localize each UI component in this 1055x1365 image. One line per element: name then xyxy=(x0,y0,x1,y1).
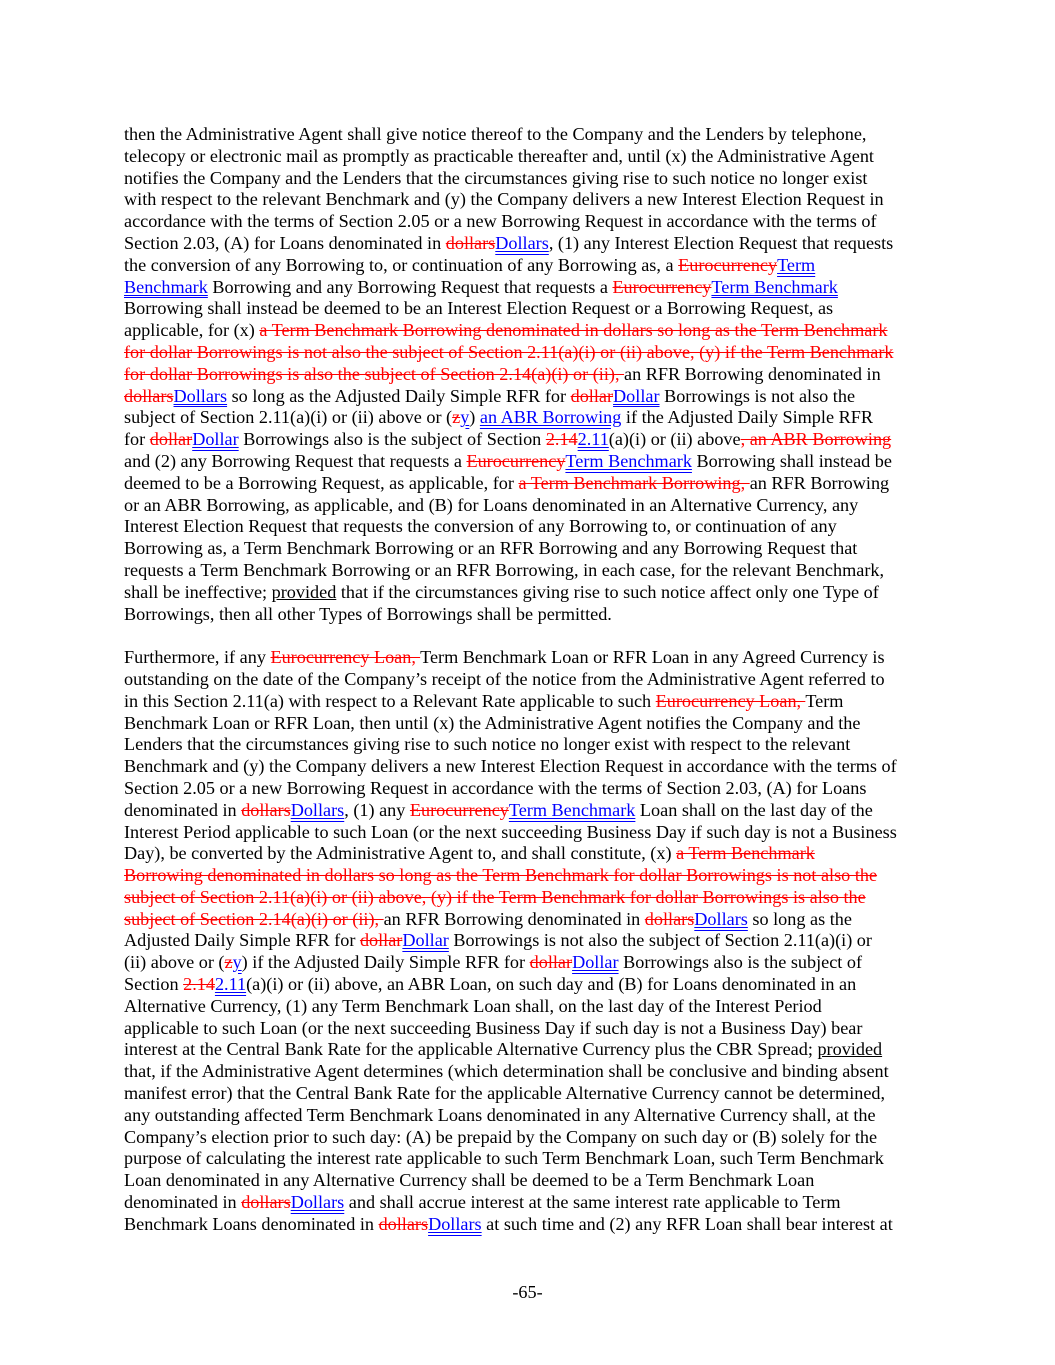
deleted-text: dollars xyxy=(241,1192,291,1213)
text-line xyxy=(124,146,944,168)
text-run: an RFR Borrowing denominated in xyxy=(383,908,645,929)
deleted-text: for dollar Borrowings is also the subject of Section 2.14(a)(i) or (ii), xyxy=(124,363,625,384)
text-run: Term Benchmark Loan or RFR Loan in any Agreed Currency is xyxy=(420,647,885,668)
deleted-text: subject of Section 2.14(a)(i) or (ii), xyxy=(124,908,384,929)
inserted-text: Dollar xyxy=(572,952,619,973)
text-run: Loan shall on the last day of the xyxy=(635,799,873,820)
text-line xyxy=(124,429,944,451)
deleted-text: dollars xyxy=(644,908,695,929)
inserted-text: Term Benchmark xyxy=(565,450,692,471)
text-run: Borrowings also is the subject of xyxy=(618,952,863,973)
text-run: (a)(i) or (ii) above xyxy=(608,429,741,450)
inserted-text: Dollar xyxy=(402,930,449,951)
text-line xyxy=(124,669,944,691)
paragraph xyxy=(124,647,944,1236)
text-line xyxy=(124,734,944,756)
text-run: if the Adjusted Daily Simple RFR xyxy=(621,407,873,428)
text-run: notifies the Company and the Lenders that the circumstances giving rise to such notice no longer exist xyxy=(124,167,868,188)
text-run: Furthermore, if any xyxy=(124,647,271,668)
page-number: -65- xyxy=(512,1282,543,1302)
text-line xyxy=(124,168,944,190)
text-run: shall be ineffective; xyxy=(124,581,272,602)
text-line xyxy=(124,1018,944,1040)
paragraph xyxy=(124,124,944,625)
text-run: Section 2.05 or a new Borrowing Request in accordance with the terms of Section 2.03, (A) for Loans xyxy=(124,777,867,798)
deleted-text: Eurocurrency xyxy=(466,450,566,471)
text-line xyxy=(124,124,944,146)
inserted-text: Dollars xyxy=(290,799,345,820)
inserted-text: Term xyxy=(777,254,816,275)
text-run: Borrowing shall instead be deemed to be an Interest Election Request or a Borrowing Request, as xyxy=(124,298,834,319)
text-line xyxy=(124,233,944,255)
text-run: Adjusted Daily Simple RFR for xyxy=(124,930,360,951)
deleted-text: Eurocurrency xyxy=(409,799,509,820)
text-line xyxy=(124,255,944,277)
deleted-text: subject of Section 2.11(a)(i) or (ii) above, (y) if the Term Benchmark for dollar Borrowings is also the xyxy=(124,886,866,907)
text-line xyxy=(124,1170,944,1192)
text-line xyxy=(124,996,944,1018)
text-run: at such time and (2) any RFR Loan shall bear interest at xyxy=(481,1213,893,1234)
text-line xyxy=(124,582,944,604)
text-run: Company’s election prior to such day: (A) be prepaid by the Company on such day or (B) solely for the xyxy=(124,1126,878,1147)
text-run: so long as the xyxy=(747,908,852,929)
text-line xyxy=(124,560,944,582)
deleted-text: a Term Benchmark Borrowing, xyxy=(518,472,750,493)
text-line xyxy=(124,211,944,233)
text-line xyxy=(124,386,944,408)
inserted-text: Dollars xyxy=(694,908,748,929)
text-run: and shall accrue interest at the same interest rate applicable to Term xyxy=(344,1192,841,1213)
text-line xyxy=(124,974,944,996)
deleted-text: Eurocurrency xyxy=(612,276,712,297)
text-run: Borrowing as, a Term Benchmark Borrowing or an RFR Borrowing and any Borrowing Request that xyxy=(124,538,858,559)
text-run: an RFR Borrowing denominated in xyxy=(624,363,881,384)
inserted-text: Dollars xyxy=(173,385,228,406)
text-run: interest at the Central Bank Rate for the applicable Alternative Currency plus the CBR Spread; xyxy=(124,1039,818,1060)
deleted-text: a Term Benchmark Borrowing denominated in dollars so long as the Term Benchmark xyxy=(259,320,888,341)
text-line xyxy=(124,1127,944,1149)
deleted-text: dollars xyxy=(445,232,496,253)
inserted-text: 2.11 xyxy=(214,974,247,995)
text-run: and (2) any Borrowing Request that requests a xyxy=(124,450,467,471)
text-run: Benchmark Loans denominated in xyxy=(124,1213,379,1234)
text-run: outstanding on the date of the Company’s receipt of the notice from the Administrative Agent referred to xyxy=(124,668,885,689)
inserted-text: Dollar xyxy=(613,385,660,406)
text-run: Borrowing and any Borrowing Request that requests a xyxy=(207,276,613,297)
underlined-term: provided xyxy=(271,581,337,602)
text-run: that if the circumstances giving rise to such notice affect only one Type of xyxy=(336,581,879,602)
text-run: Term xyxy=(805,690,844,711)
text-run: manifest error) that the Central Bank Rate for the applicable Alternative Currency cannot be determined, xyxy=(124,1083,886,1104)
deleted-text: dollar xyxy=(570,385,614,406)
deleted-text: 2.14 xyxy=(183,974,215,995)
text-line xyxy=(124,298,944,320)
text-line xyxy=(124,778,944,800)
text-line xyxy=(124,189,944,211)
text-run: Borrowings is not also the xyxy=(659,385,856,406)
text-run: Lenders that the circumstances giving rise to such notice no longer exist with respect to the relevant xyxy=(124,734,851,755)
text-run: any outstanding affected Term Benchmark Loans denominated in any Alternative Currency shall, at the xyxy=(124,1104,876,1125)
text-line xyxy=(124,647,944,669)
inserted-text: 2.11 xyxy=(577,429,609,450)
deleted-text: dollar xyxy=(529,952,573,973)
text-run: denominated in xyxy=(124,1192,242,1213)
text-line xyxy=(124,756,944,778)
text-run: subject of Section 2.11(a)(i) or (ii) above or ( xyxy=(124,407,453,428)
text-line xyxy=(124,1148,944,1170)
document-page-body xyxy=(124,124,944,1236)
text-line xyxy=(124,865,944,887)
text-line xyxy=(124,364,944,386)
text-run: , (1) any xyxy=(344,799,410,820)
text-run: Section 2.03, (A) for Loans denominated in xyxy=(124,232,446,253)
text-line xyxy=(124,822,944,844)
deleted-text: dollars xyxy=(241,799,291,820)
text-line xyxy=(124,887,944,909)
text-line xyxy=(124,1214,944,1236)
text-run: then the Administrative Agent shall give notice thereof to the Company and the Lenders by telephone, xyxy=(124,124,867,144)
deleted-text: , an ABR Borrowing xyxy=(740,429,892,450)
text-line xyxy=(124,516,944,538)
deleted-text: Eurocurrency Loan, xyxy=(655,690,806,711)
text-run: requests a Term Benchmark Borrowing or an RFR Borrowing, in each case, for the relevant Benchmark, xyxy=(124,559,885,580)
text-line xyxy=(124,407,944,429)
text-run: Borrowings is not also the subject of Section 2.11(a)(i) or xyxy=(448,930,872,951)
deleted-text: z xyxy=(224,952,233,973)
text-run: ) if the Adjusted Daily Simple RFR for xyxy=(241,952,530,973)
text-run: Borrowing shall instead be xyxy=(691,450,892,471)
text-line xyxy=(124,930,944,952)
text-run: Borrowings, then all other Types of Borrowings shall be permitted. xyxy=(124,603,612,624)
inserted-text: Dollars xyxy=(495,232,549,253)
text-line xyxy=(124,451,944,473)
inserted-text: Benchmark xyxy=(124,276,208,297)
deleted-text: 2.14 xyxy=(545,429,578,450)
underlined-term: provided xyxy=(817,1039,883,1060)
text-run: (a)(i) or (ii) above, an ABR Loan, on such day and (B) for Loans denominated in an xyxy=(246,974,857,995)
text-line xyxy=(124,843,944,865)
deleted-text: for dollar Borrowings is not also the subject of Section 2.11(a)(i) or (ii) above, (y) if the Term Benchmark xyxy=(124,341,894,362)
text-line xyxy=(124,1039,944,1061)
text-line xyxy=(124,1083,944,1105)
text-run: Interest Election Request that requests the conversion of any Borrowing to, or continuation of any xyxy=(124,516,837,537)
inserted-text: Dollars xyxy=(428,1213,482,1234)
deleted-text: z xyxy=(452,407,461,428)
deleted-text: Borrowing denominated in dollars so long as the Term Benchmark for dollar Borrowings is not also the xyxy=(124,865,878,886)
text-line xyxy=(124,691,944,713)
deleted-text: Eurocurrency Loan, xyxy=(270,647,421,668)
text-run: that, if the Administrative Agent determines (which determination shall be conclusive and binding absent xyxy=(124,1061,889,1082)
text-run: purpose of calculating the interest rate applicable to such Term Benchmark Loan, such Term Benchmark xyxy=(124,1148,884,1169)
text-line xyxy=(124,473,944,495)
deleted-text: dollars xyxy=(378,1213,429,1234)
text-run: Benchmark Loan or RFR Loan, then until (x) the Administrative Agent notifies the Company and the xyxy=(124,712,861,733)
inserted-text: Dollar xyxy=(192,429,239,450)
text-run: (ii) above or ( xyxy=(124,952,225,973)
deleted-text: dollars xyxy=(124,385,174,406)
inserted-text: Term Benchmark xyxy=(508,799,636,820)
text-run: , (1) any Interest Election Request that requests xyxy=(548,232,894,253)
text-run: accordance with the terms of Section 2.05 or a new Borrowing Request in accordance with the terms of xyxy=(124,211,877,232)
text-line xyxy=(124,800,944,822)
text-run: Interest Period applicable to such Loan (or the next succeeding Business Day if such day is not a Business xyxy=(124,821,897,842)
text-line xyxy=(124,495,944,517)
text-run: for xyxy=(124,429,150,450)
text-line xyxy=(124,538,944,560)
text-run: Section xyxy=(124,974,184,995)
text-run: Day), be converted by the Administrative Agent to, and shall constitute, (x) xyxy=(124,843,677,864)
text-line xyxy=(124,320,944,342)
text-run: applicable to such Loan (or the next succeeding Business Day if such day is not a Business Day) bear xyxy=(124,1017,863,1038)
deleted-text: dollar xyxy=(149,429,193,450)
text-run: Borrowings also is the subject of Section xyxy=(238,429,546,450)
inserted-text: an ABR Borrowing xyxy=(479,407,622,428)
text-line xyxy=(124,342,944,364)
text-line xyxy=(124,1192,944,1214)
text-line xyxy=(124,909,944,931)
inserted-text: Term Benchmark xyxy=(711,276,838,297)
deleted-text: dollar xyxy=(359,930,403,951)
text-run: the conversion of any Borrowing to, or continuation of any Borrowing as, a xyxy=(124,254,679,275)
text-run: Benchmark and (y) the Company delivers a new Interest Election Request in accordance with the terms of xyxy=(124,756,897,777)
deleted-text: Eurocurrency xyxy=(678,254,778,275)
deleted-text: a Term Benchmark xyxy=(676,843,815,864)
text-run: Alternative Currency, (1) any Term Benchmark Loan shall, on the last day of the Interest Period xyxy=(124,995,822,1016)
inserted-text: y xyxy=(460,407,470,428)
text-run: so long as the Adjusted Daily Simple RFR for xyxy=(227,385,571,406)
text-run: denominated in xyxy=(124,799,242,820)
text-run: telecopy or electronic mail as promptly as practicable thereafter and, until (x) the Administrative Agent xyxy=(124,145,874,166)
text-run: applicable, for (x) xyxy=(124,320,260,341)
text-run: in this Section 2.11(a) with respect to a Relevant Rate applicable to such xyxy=(124,690,656,711)
text-line xyxy=(124,604,944,626)
text-run: with respect to the relevant Benchmark and (y) the Company delivers a new Interest Election Request in xyxy=(124,189,884,210)
text-line xyxy=(124,1061,944,1083)
text-line xyxy=(124,1105,944,1127)
text-line xyxy=(124,277,944,299)
inserted-text: Dollars xyxy=(290,1192,345,1213)
text-run: Loan denominated in any Alternative Currency shall be deemed to be a Term Benchmark Loan xyxy=(124,1170,815,1191)
text-run: deemed to be a Borrowing Request, as applicable, for xyxy=(124,472,519,493)
text-line xyxy=(124,952,944,974)
text-run: or an ABR Borrowing, as applicable, and (B) for Loans denominated in an Alternative Currency, any xyxy=(124,494,859,515)
text-run: ) xyxy=(469,407,480,428)
inserted-text: y xyxy=(232,952,242,973)
text-line xyxy=(124,713,944,735)
text-run: an RFR Borrowing xyxy=(749,472,890,493)
